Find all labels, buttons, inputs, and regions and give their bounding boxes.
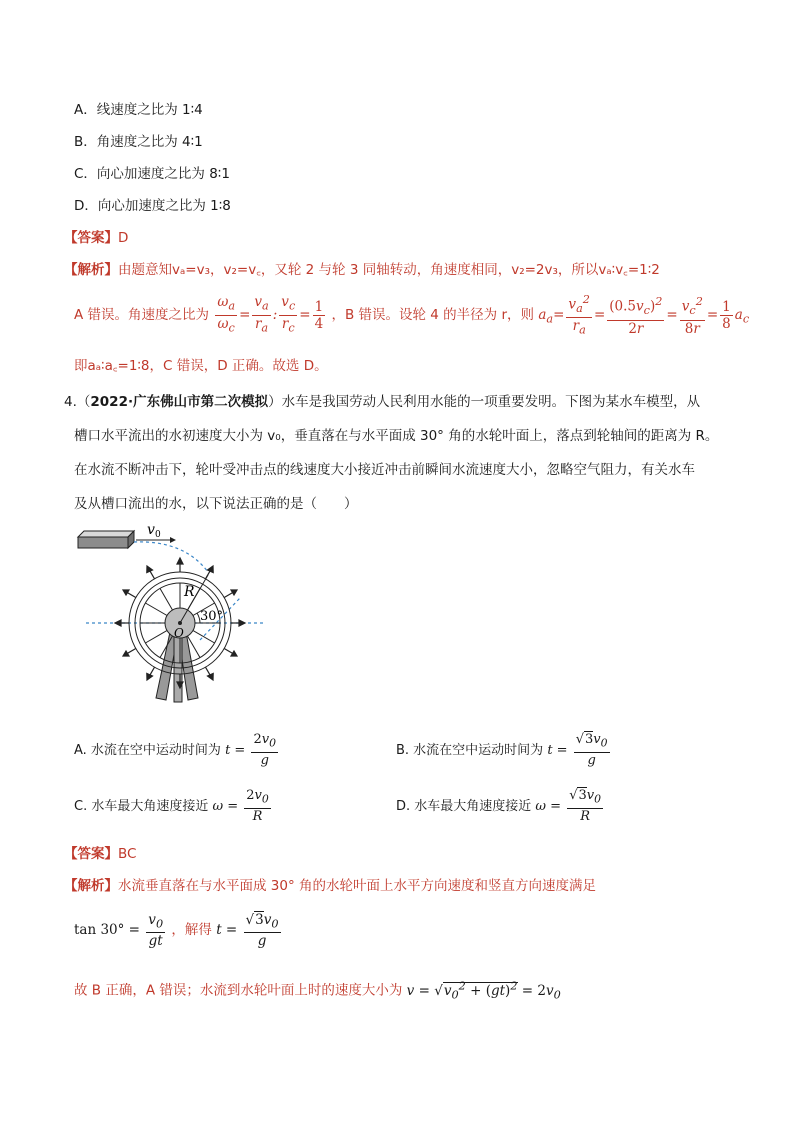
analysis-tag: 【解析】 (64, 878, 118, 894)
answer-tag: 【答案】 (64, 846, 118, 862)
q3-answer (64, 228, 128, 248)
q3-option-a: A．线速度之比为 1∶4 (74, 102, 203, 118)
r-label: R (184, 584, 195, 600)
q3-analysis-line2 (74, 292, 750, 337)
q4-stem-line4: 及从槽口流出的水，以下说法正确的是（ ） (74, 496, 358, 512)
q3-analysis-line1 (64, 260, 660, 280)
q4-option-a: A. 水流在空中运动时间为 t = $\frac{2v_0}{g}$ (74, 732, 276, 768)
analysis-text: 由题意知vₐ=v₃，v₂=v꜀，又轮 2 与轮 3 同轴转动，角速度相同，v₂=2v₃，所以vₐ∶v꜀=1∶2 (118, 262, 660, 278)
q4-stem-line2: 槽口水平流出的水初速度大小为 v₀，垂直落在与水平面成 30° 角的水轮叶面上，落点到轮轴间的距离为 R。 (74, 428, 719, 444)
acceleration-formula: $a_a=$ $\frac{v_a^2}{r_a}$ = $\frac{(0.5v_c)^2}{2r}$ = $\frac{v_c^2}{8r}$ = $\frac{1}{8}$ $a_c$ (538, 293, 750, 337)
q3-analysis-line3: 即aₐ∶a꜀=1∶8，C 错误，D 正确。故选 D。 (74, 358, 328, 374)
analysis-text: 水流垂直落在与水平面成 30° 角的水轮叶面上水平方向速度和竖直方向速度满足 (118, 878, 597, 894)
answer-tag: 【答案】 (64, 230, 118, 246)
analysis-text-mid: ，B 错误。设轮 4 的半径为 r，则 (331, 306, 535, 323)
q3-option-d: D．向心加速度之比为 1∶8 (74, 198, 231, 214)
q4-option-b: B. 水流在空中运动时间为 t = $\frac{√3v_0}{g}$ (396, 732, 608, 768)
q4-option-c-text: C. 水车最大角速度接近 (74, 798, 209, 814)
q4-option-d: D. 水车最大角速度接近 ω = $\frac{√3v_0}{R}$ (396, 788, 602, 824)
q4-option-d-text: D. 水车最大角速度接近 (396, 798, 532, 814)
velocity-formula: $v = √v_0^2 + (gt)^2 = 2v_0$ (406, 979, 561, 1002)
o-label: O (174, 626, 184, 640)
q4-analysis-line2 (74, 910, 283, 950)
water-wheel-figure (74, 520, 274, 715)
angle-label: 30° (200, 609, 224, 624)
q4-source: 广东佛山市第二次模拟 (133, 394, 269, 410)
answer-value: BC (118, 846, 137, 862)
q4-year: 2022· (90, 394, 134, 410)
q4-answer (64, 844, 136, 864)
angular-velocity-ratio-formula: $\frac{\omega_a}{\omega_c}$ = $\frac{v_a}{r_a}$ : $\frac{v_c}{r_c}$ = $\frac{1}{4}$ (217, 294, 324, 335)
q3-option-b: B．角速度之比为 4∶1 (74, 134, 203, 150)
q4-analysis-line3 (74, 976, 561, 1005)
q4-text: ）水车是我国劳动人民利用水能的一项重要发明。下图为某水车模型，从 (268, 394, 701, 410)
tan-formula: tan 30° = $\frac{v_0}{gt}$ (74, 911, 164, 950)
water-trough (78, 531, 134, 548)
analysis-text-start: A 错误。角速度之比为 (74, 306, 210, 323)
answer-value: D (118, 230, 129, 246)
q4-stem-line1 (64, 392, 700, 412)
q3-option-c: C．向心加速度之比为 8∶1 (74, 166, 230, 182)
q4-analysis-line1 (64, 876, 596, 896)
analysis-text-mid: ，解得 (171, 922, 212, 938)
analysis-tag: 【解析】 (64, 262, 118, 278)
time-formula: t = $\frac{√3v_0}{g}$ (216, 911, 279, 950)
q4-option-a-text: A. 水流在空中运动时间为 (74, 742, 221, 758)
q4-number: 4.（ (64, 394, 91, 410)
q4-option-b-text: B. 水流在空中运动时间为 (396, 742, 544, 758)
analysis-text: 故 B 正确，A 错误；水流到水轮叶面上时的速度大小为 (74, 982, 403, 999)
v0-subscript: 0 (155, 530, 161, 540)
q4-option-c: C. 水车最大角速度接近 ω = $\frac{2v_0}{R}$ (74, 788, 269, 824)
v0-label: v (147, 522, 155, 538)
q4-stem-line3: 在水流不断冲击下，轮叶受冲击点的线速度大小接近冲击前瞬间水流速度大小，忽略空气阻力，有关水车 (74, 462, 695, 478)
